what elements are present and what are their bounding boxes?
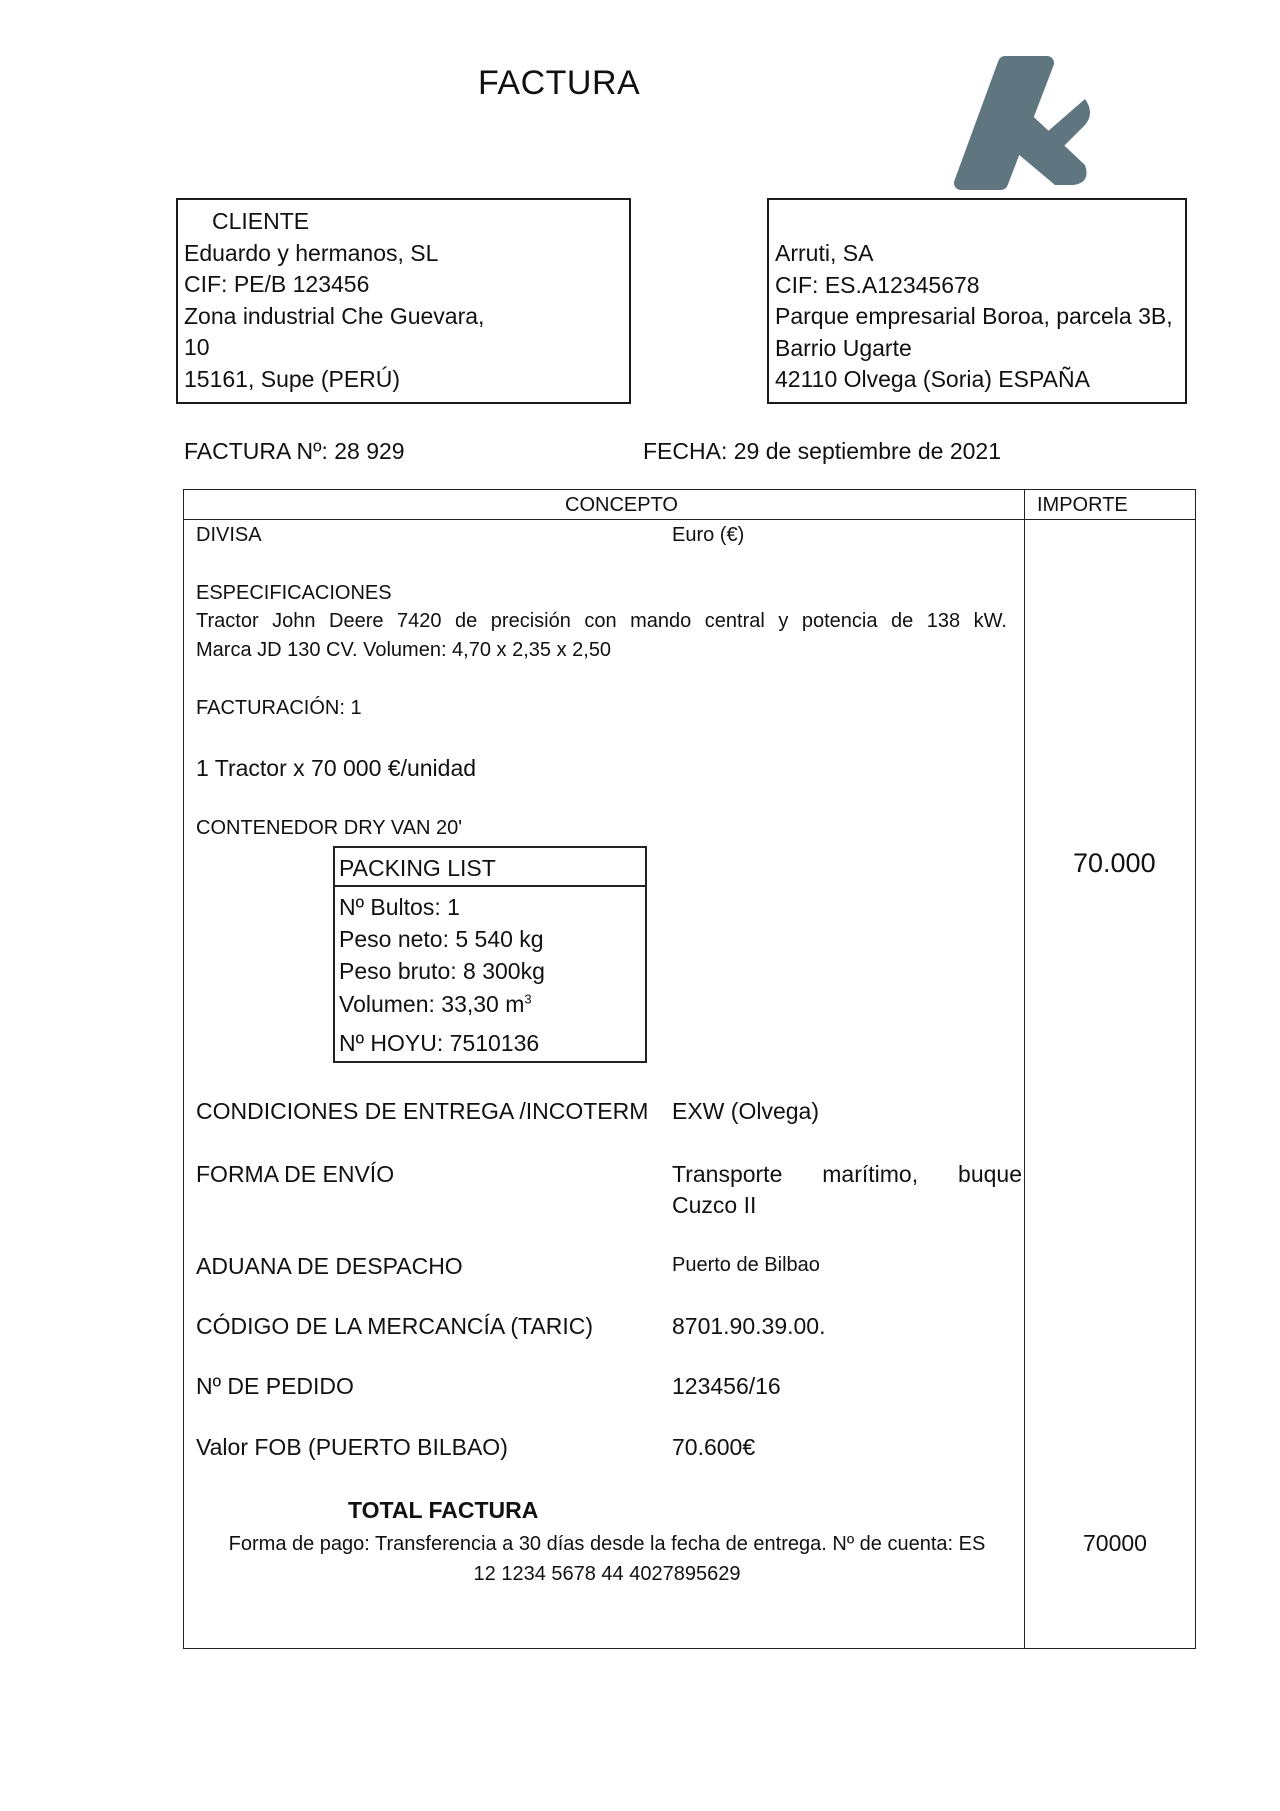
packing-volumen-text: Volumen: 33,30 m [339, 991, 525, 1017]
column-header-concepto: CONCEPTO [565, 494, 678, 516]
header-divider [183, 519, 1196, 520]
seller-city: 42110 Olvega (Soria) ESPAÑA [775, 366, 1090, 392]
seller-cif: CIF: ES.A12345678 [775, 271, 980, 298]
column-divider [1024, 489, 1025, 1649]
packing-volumen-unit-exp: 3 [524, 991, 532, 1007]
unit-line: 1 Tractor x 70 000 €/unidad [196, 755, 477, 781]
incoterm-value: EXW (Olvega) [672, 1098, 819, 1124]
payment-line-1: Forma de pago: Transferencia a 30 días desde la fecha de entrega. Nº de cuenta: ES [228, 1533, 986, 1555]
client-cif: CIF: PE/B 123456 [184, 271, 370, 297]
seller-name: Arruti, SA [775, 240, 874, 266]
fob-value: 70.600€ [672, 1434, 756, 1460]
envio-value-line-1: Transporte marítimo, buque [672, 1161, 1022, 1187]
packing-peso-bruto: Peso bruto: 8 300kg [339, 958, 545, 984]
seller-address-1: Parque empresarial Boroa, parcela 3B, [775, 303, 1173, 329]
facturacion: FACTURACIÓN: 1 [196, 697, 362, 719]
taric-label: CÓDIGO DE LA MERCANCÍA (TARIC) [196, 1313, 594, 1339]
spec-line-2: Marca JD 130 CV. Volumen: 4,70 x 2,35 x 2,50 [196, 639, 612, 661]
company-logo-icon [935, 55, 1095, 195]
envio-value-line-2: Cuzco II [672, 1192, 757, 1218]
client-box [176, 198, 631, 404]
invoice-number: FACTURA Nº: 28 929 [184, 438, 405, 464]
seller-address-2: Barrio Ugarte [775, 334, 912, 361]
seller-box [767, 198, 1187, 404]
pedido-value: 123456/16 [672, 1373, 781, 1399]
packing-list-title: PACKING LIST [339, 855, 496, 881]
spec-label: ESPECIFICACIONES [196, 582, 392, 604]
client-address-2: 10 [184, 334, 210, 360]
total-label: TOTAL FACTURA [348, 1497, 539, 1523]
packing-hoyu: Nº HOYU: 7510136 [339, 1030, 540, 1056]
packing-bultos: Nº Bultos: 1 [339, 894, 460, 920]
aduana-value: Puerto de Bilbao [672, 1254, 820, 1276]
taric-value: 8701.90.39.00. [672, 1313, 826, 1339]
aduana-label: ADUANA DE DESPACHO [196, 1253, 463, 1279]
payment-line-2: 12 1234 5678 44 4027895629 [473, 1563, 741, 1585]
incoterm-label: CONDICIONES DE ENTREGA /INCOTERM [196, 1098, 649, 1124]
importe-value: 70.000 [1073, 848, 1156, 878]
document-title: FACTURA [478, 64, 641, 102]
client-city: 15161, Supe (PERÚ) [184, 365, 401, 392]
spec-line-1: Tractor John Deere 7420 de precisión con mando central y potencia de 138 kW. [196, 610, 1007, 632]
divisa-value: Euro (€) [672, 524, 745, 546]
packing-peso-neto: Peso neto: 5 540 kg [339, 926, 544, 952]
pedido-label: Nº DE PEDIDO [196, 1373, 354, 1399]
invoice-date: FECHA: 29 de septiembre de 2021 [643, 438, 1001, 464]
client-address-1: Zona industrial Che Guevara, [184, 302, 485, 329]
column-header-importe: IMPORTE [1037, 494, 1128, 516]
client-header: CLIENTE [212, 208, 310, 234]
invoice-table [183, 489, 1196, 1649]
client-name: Eduardo y hermanos, SL [184, 239, 439, 266]
divisa-label: DIVISA [196, 524, 262, 546]
fob-label: Valor FOB (PUERTO BILBAO) [196, 1434, 508, 1460]
packing-list-divider [335, 885, 645, 887]
envio-label: FORMA DE ENVÍO [196, 1161, 395, 1187]
container: CONTENEDOR DRY VAN 20' [196, 817, 463, 839]
packing-volumen [339, 991, 532, 1018]
total-value: 70000 [1083, 1530, 1147, 1556]
